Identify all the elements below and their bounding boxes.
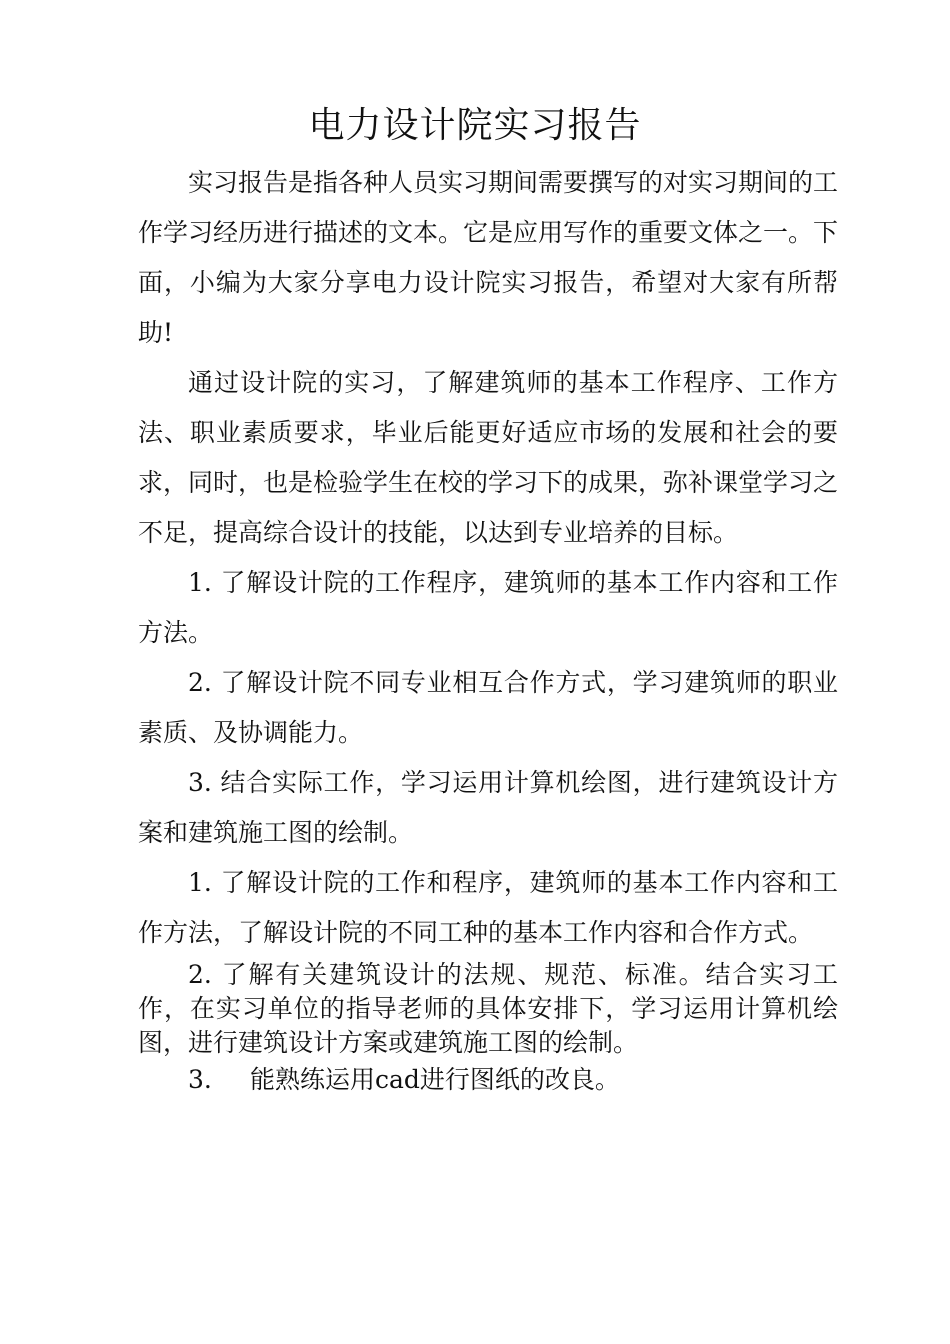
list-item-number: 3.	[188, 1065, 212, 1094]
paragraph-intro: 实习报告是指各种人员实习期间需要撰写的对实习期间的工作学习经历进行描述的文本。它是应用写作的重要文体之一。下面，小编为大家分享电力设计院实习报告，希望对大家有所帮助!	[138, 168, 839, 347]
paragraph-goal-1: 1. 了解设计院的工作程序，建筑师的基本工作内容和工作方法。	[138, 568, 838, 647]
paragraph-goal-2: 2. 了解设计院不同专业相互合作方式，学习建筑师的职业素质、及协调能力。	[138, 668, 838, 747]
document-body	[138, 158, 838, 1100]
paragraph-content-2: 2. 了解有关建筑设计的法规、规范、标准。结合实习工作，在实习单位的指导老师的具体安排下，学习运用计算机绘图，进行建筑设计方案或建筑施工图的绘制。	[138, 960, 838, 1057]
list-item-text: 能熟练运用cad进行图纸的改良。	[250, 1065, 620, 1094]
paragraph-purpose: 通过设计院的实习，了解建筑师的基本工作程序、工作方法、职业素质要求，毕业后能更好适应市场的发展和社会的要求，同时，也是检验学生在校的学习下的成果，弥补课堂学习之不足，提高综合设计的技能，以达到专业培养的目标。	[138, 368, 839, 547]
list-item-content-3	[138, 1060, 838, 1100]
paragraph-content-1: 1. 了解设计院的工作和程序，建筑师的基本工作内容和工作方法，了解设计院的不同工种的基本工作内容和合作方式。	[138, 868, 838, 947]
document-title: 电力设计院实习报告	[308, 105, 642, 146]
paragraph-goal-3: 3. 结合实际工作，学习运用计算机绘图，进行建筑设计方案和建筑施工图的绘制。	[138, 768, 838, 847]
